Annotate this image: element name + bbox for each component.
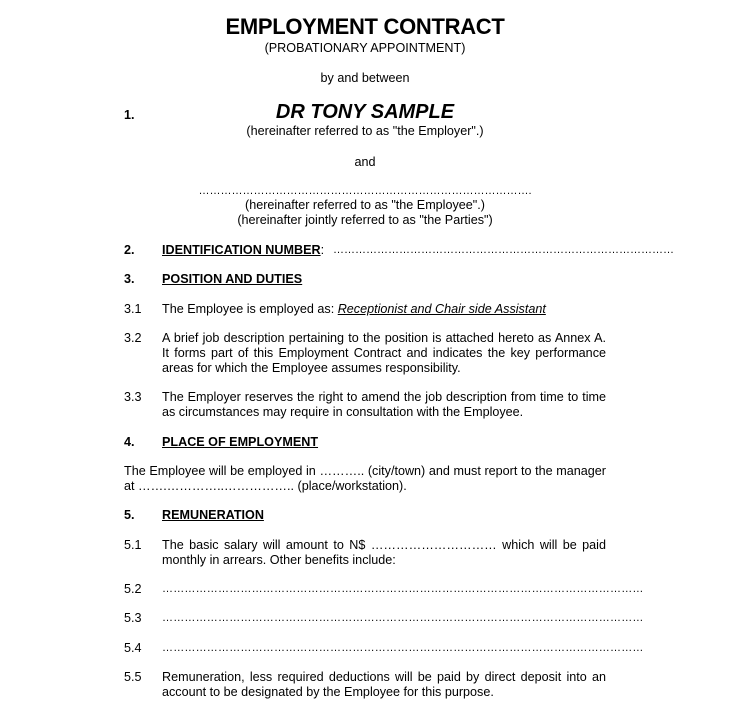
clause-3-1-number: 3.1 [124, 302, 142, 316]
section5-number: 5. [124, 508, 135, 522]
section2-number: 2. [124, 243, 135, 257]
parties-referred: (hereinafter jointly referred to as "the Parties") [237, 213, 493, 227]
employee-name-blank: ………………………………………………………………………………. [198, 185, 532, 197]
employer-referred: (hereinafter referred to as "the Employer".) [246, 124, 484, 138]
by-and-between: by and between [320, 71, 410, 85]
section2-colon: : [320, 243, 325, 257]
and-text: and [354, 155, 376, 169]
section4-text: The Employee will be employed in ……….. (city/town) and must report to the manager at …….…………..…………….. (place/workstation). [124, 464, 606, 493]
clause-5-1-text: The basic salary will amount to N$ ………………………… which will be paid monthly in arrears. Other benefits include: [162, 538, 606, 567]
clause-3-1-text: The Employee is employed as: [162, 302, 338, 316]
clause-3-3-text: The Employer reserves the right to amend the job description from time to time as circumstances may require in consultation with the Employee. [162, 390, 606, 419]
party1-number: 1. [124, 108, 135, 122]
clause-5-3-blank: ………………………………………………………………………………………………………………… [162, 612, 644, 624]
document-title: EMPLOYMENT CONTRACT [225, 14, 505, 39]
clause-5-5-text: Remuneration, less required deductions will be paid by direct deposit into an account to be designated by the Employee for this purpose. [162, 670, 606, 699]
employer-name: DR TONY SAMPLE [275, 101, 455, 123]
section4-heading: PLACE OF EMPLOYMENT [162, 435, 319, 449]
clause-5-4-number: 5.4 [124, 641, 142, 655]
clause-5-3-number: 5.3 [124, 611, 142, 625]
section2-heading: IDENTIFICATION NUMBER [162, 243, 321, 257]
clause-5-2-number: 5.2 [124, 582, 142, 596]
clause-3-2-number: 3.2 [124, 331, 142, 345]
section3-number: 3. [124, 272, 135, 286]
clause-5-5-number: 5.5 [124, 670, 142, 684]
clause-3-2-text: A brief job description pertaining to the position is attached hereto as Annex A. It forms part of this Employment Contract and indicates the key performance areas for which the Employee assumes responsibility. [162, 331, 606, 375]
clause-5-2-blank: ………………………………………………………………………………………………………………… [162, 583, 644, 595]
job-title: Receptionist and Chair side Assistant [337, 302, 546, 316]
document-subtitle: (PROBATIONARY APPOINTMENT) [264, 41, 466, 55]
clause-3-1 [162, 302, 546, 317]
section5-heading: REMUNERATION [162, 508, 264, 522]
section3-heading: POSITION AND DUTIES [162, 272, 303, 286]
clause-3-3-number: 3.3 [124, 390, 142, 404]
section2-line [162, 243, 324, 258]
id-number-blank: ………………………………………………………………………………… [333, 244, 674, 256]
employee-referred: (hereinafter referred to as "the Employee".) [245, 198, 485, 212]
clause-5-4-blank: ………………………………………………………………………………………………………………… [162, 642, 644, 654]
section4-number: 4. [124, 435, 135, 449]
clause-5-1-number: 5.1 [124, 538, 142, 552]
